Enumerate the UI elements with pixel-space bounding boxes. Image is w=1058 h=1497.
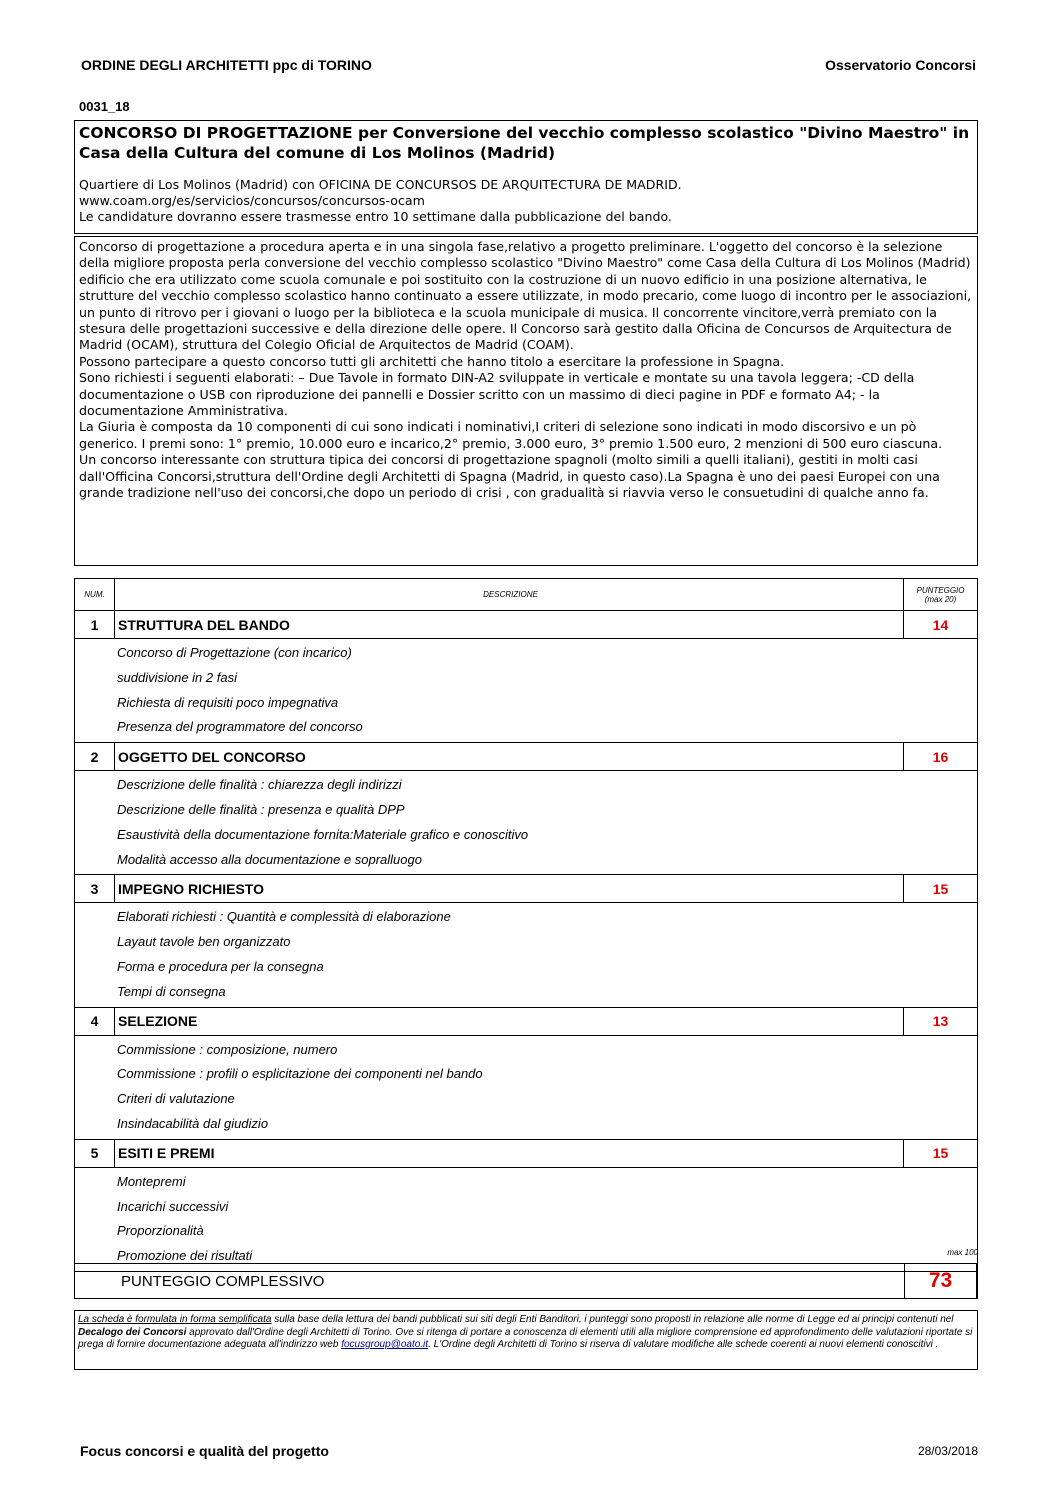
competition-code: 0031_18 — [79, 99, 130, 114]
disclaimer-box — [74, 1310, 978, 1370]
evaluation-table — [74, 578, 978, 1272]
section-score: 15 — [932, 880, 949, 897]
footer-title: Focus concorsi e qualità del progetto — [80, 1443, 329, 1459]
info-url[interactable]: www.coam.org/es/servicios/concursos/concursos-ocam — [79, 193, 425, 208]
section-title: ESITI E PREMI — [115, 1140, 904, 1167]
criterion-item: Descrizione delle finalità : presenza e qualità DPP — [117, 801, 405, 817]
total-label: PUNTEGGIO COMPLESSIVO — [121, 1273, 325, 1290]
footer-date: 28/03/2018 — [917, 1444, 978, 1458]
total-box — [74, 1263, 978, 1299]
column-score — [904, 579, 977, 610]
section-number: 1 — [75, 611, 115, 638]
criterion-item: Concorso di Progettazione (con incarico) — [117, 645, 352, 660]
criterion-item: Tempi di consegna — [117, 983, 226, 999]
criterion-item: Commissione : composizione, numero — [117, 1041, 338, 1057]
criterion-item: suddivisione in 2 fasi — [117, 669, 237, 685]
criterion-item: Incarichi successivi — [117, 1198, 229, 1214]
description-box — [74, 236, 978, 566]
criterion-item: Criteri di valutazione — [117, 1091, 235, 1107]
table-header — [75, 579, 977, 611]
criterion-item: Elaborati richiesti : Quantità e complessità di elaborazione — [117, 909, 451, 925]
disclaimer-text: approvato dall'Ordine degli Architetti di Torino. Ove si ritenga di portare a conoscenza di elementi utili alla migliore comprensione ed approfondimento delle valutazioni riportate si prega di fornire documentazione adeguata all'indirizzo web — [78, 1326, 973, 1350]
description-paragraph: Possono partecipare a questo concorso tutti gli architetti che hanno titolo a esercitare la professione in Spagna. — [79, 353, 785, 369]
section-title: SELEZIONE — [115, 1008, 904, 1035]
info-location: Quartiere di Los Molinos (Madrid) con OFICINA DE CONCURSOS DE ARQUITECTURA DE MADRID. — [79, 177, 682, 192]
criterion-item: Commissione : profili o esplicitazione dei componenti nel bando — [117, 1066, 483, 1082]
section-title: IMPEGNO RICHIESTO — [115, 875, 904, 902]
section-items — [75, 1036, 977, 1140]
decalogue-reference: Decalogo dei Concorsi — [78, 1326, 187, 1338]
title-box — [74, 120, 978, 234]
section-row — [75, 1140, 977, 1168]
criterion-item: Presenza del programmatore del concorso — [117, 719, 363, 735]
criterion-item: Insindacabilità dal giudizio — [117, 1115, 269, 1131]
section-items — [75, 1168, 977, 1271]
section-number: 2 — [75, 743, 115, 770]
total-score: 73 — [904, 1263, 977, 1299]
section-score: 15 — [932, 1145, 949, 1162]
disclaimer-lead: La scheda è formulata in forma semplificata — [78, 1314, 272, 1325]
description-paragraph: Concorso di progettazione a procedura aperta e in una singola fase,relativo a progetto preliminare. L'oggetto del concorso è la selezione della migliore proposta perla conversione del vecchio complesso scolastico "Divino Maestro" come Casa della Cultura di Los Molinos (Madrid) edificio che era utilizzato come scuola comunale e poi sostituito con la costruzione di un nuovo edificio in una posizione alternativa, le strutture del vecchio complesso scolastico hanno continuato a essere utilizzate, in modo precario, come luogo di incontro per le associazioni, un punto di ritrovo per i giovani o luogo per la biblioteca e la scuola municipale di musica. Il concorrente vincitore,verrà premiato con la stesura delle progettazioni successive e della direzione delle opere. Il Concorso sarà gestito dalla Oficina de Concursos de Arquitectura de Madrid (OCAM), struttura del Colegio Oficial de Arquitectos de Madrid (COAM). — [79, 239, 972, 353]
competition-title: CONCORSO DI PROGETTAZIONE per Conversione del vecchio complesso scolastico "Divino Maestro" in Casa della Cultura del comune di Los Molinos (Madrid) — [79, 124, 970, 162]
criterion-item: Proporzionalità — [117, 1223, 204, 1239]
criterion-item: Richiesta di requisiti poco impegnativa — [117, 694, 339, 710]
info-deadline: Le candidature dovranno essere trasmesse entro 10 settimane dalla pubblicazione del bando. — [79, 209, 672, 224]
section-items — [75, 639, 977, 743]
criterion-item: Descrizione delle finalità : chiarezza degli indirizzi — [117, 777, 402, 793]
competition-info — [79, 177, 973, 225]
description-paragraph: Sono richiesti i seguenti elaborati: – Due Tavole in formato DIN-A2 sviluppate in verticale e montate su una tavola leggera; -CD della documentazione o USB con riproduzione dei pannelli e Dossier scritto con un massimo di dieci pagine in PDF e formato A4; - la documentazione Amministrativa. — [79, 370, 915, 419]
criterion-item: Modalità accesso alla documentazione e sopralluogo — [117, 851, 422, 867]
section-row — [75, 875, 977, 903]
section-row — [75, 611, 977, 639]
criterion-item: Montepremi — [117, 1173, 186, 1189]
criterion-item: Promozione dei risultati — [117, 1248, 253, 1264]
criterion-item: Forma e procedura per la consegna — [117, 958, 324, 974]
section-score: 16 — [932, 748, 949, 765]
section-number: 4 — [75, 1008, 115, 1035]
section-number: 3 — [75, 875, 115, 902]
section-row — [75, 1008, 977, 1036]
header-organization: ORDINE DEGLI ARCHITETTI ppc di TORINO — [81, 57, 372, 73]
section-score: 14 — [932, 616, 949, 633]
disclaimer-text: . L'Ordine degli Architetti di Torino si riserva di valutare modifiche alle schede coerenti ai nuovi elementi conoscitivi . — [428, 1339, 939, 1350]
criterion-item: Esaustività della documentazione fornita:Materiale grafico e conoscitivo — [117, 826, 529, 842]
description-paragraph: La Giuria è composta da 10 componenti di cui sono indicati i nominativi,I criteri di selezione sono indicati in modo discorsivo e un pò generico. I premi sono: 1° premio, 10.000 euro e incarico,2° premio, 3.000 euro, 3° premio 1.500 euro, 2 menzioni di 500 euro ciascuna. — [79, 419, 943, 451]
max-total-note: max 100 — [947, 1248, 978, 1257]
description-paragraph: Un concorso interessante con struttura tipica dei concorsi di progettazione spagnoli (molto simili a quelli italiani), gestiti in molti casi dall'Officina Concorsi,struttura dell'Ordine degli Architetti di Spagna (Madrid, in questo caso).La Spagna è uno dei paesi Europei con una grande tradizione nell'uso dei concorsi,che dopo un periodo di crisi , con gradualità si riavvia verso le consuetudini di qualche anno fa. — [79, 452, 940, 501]
column-num: NUM. — [75, 579, 115, 610]
section-row — [75, 743, 977, 771]
disclaimer-text: sulla base della lettura dei bandi pubblicati sui siti degli Enti Banditori, i punteggi sono proposti in relazione alle norme di Legge ed ai principi contenuti nel — [271, 1314, 954, 1325]
contact-email-link[interactable]: focusgroup@oato.it — [341, 1339, 429, 1350]
criterion-item: Layaut tavole ben organizzato — [117, 934, 291, 950]
section-items — [75, 903, 977, 1007]
section-score: 13 — [932, 1013, 949, 1030]
section-number: 5 — [75, 1140, 115, 1167]
header-observatory: Osservatorio Concorsi — [825, 57, 976, 73]
section-title: OGGETTO DEL CONCORSO — [115, 743, 904, 770]
column-score-label: PUNTEGGIO — [916, 585, 965, 595]
section-title: STRUTTURA DEL BANDO — [115, 611, 904, 638]
section-items — [75, 771, 977, 875]
column-score-max: (max 20) — [924, 594, 957, 604]
column-description: DESCRIZIONE — [115, 579, 904, 610]
